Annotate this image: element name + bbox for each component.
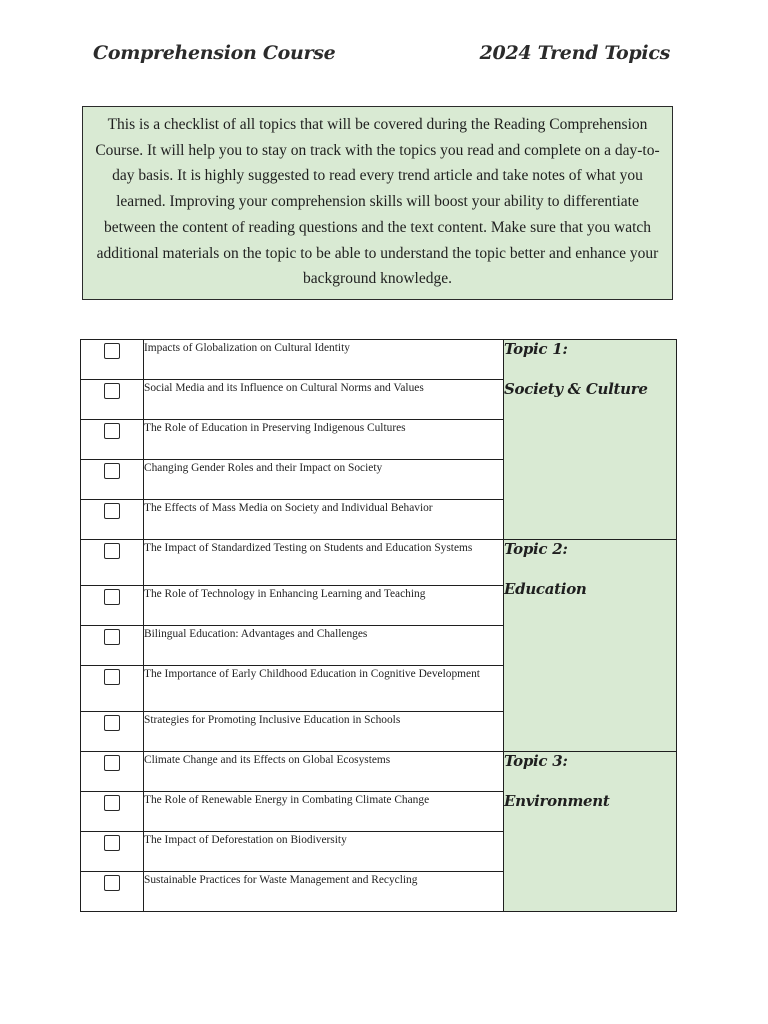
checkbox[interactable] bbox=[104, 669, 120, 685]
topic-item-text: The Role of Education in Preserving Indigenous Cultures bbox=[144, 420, 504, 460]
topic-name: Society & Culture bbox=[504, 380, 648, 398]
checklist-row bbox=[81, 340, 677, 380]
topic-item-text: The Impact of Deforestation on Biodiversity bbox=[144, 832, 504, 872]
checkbox-cell bbox=[81, 752, 144, 792]
topic-group-label bbox=[504, 340, 677, 540]
checkbox-cell bbox=[81, 832, 144, 872]
checkbox-cell bbox=[81, 872, 144, 912]
checkbox[interactable] bbox=[104, 383, 120, 399]
checkbox[interactable] bbox=[104, 835, 120, 851]
checkbox-cell bbox=[81, 340, 144, 380]
checklist-row bbox=[81, 752, 677, 792]
topic-group-label bbox=[504, 752, 677, 912]
topic-item-text: The Effects of Mass Media on Society and Individual Behavior bbox=[144, 500, 504, 540]
topic-item-text: Bilingual Education: Advantages and Challenges bbox=[144, 626, 504, 666]
topic-item-text: The Importance of Early Childhood Education in Cognitive Development bbox=[144, 666, 504, 712]
topic-item-text: Climate Change and its Effects on Global Ecosystems bbox=[144, 752, 504, 792]
checkbox-cell bbox=[81, 792, 144, 832]
checkbox[interactable] bbox=[104, 629, 120, 645]
checkbox-cell bbox=[81, 712, 144, 752]
topic-name: Environment bbox=[504, 792, 610, 810]
checkbox-cell bbox=[81, 380, 144, 420]
checkbox-cell bbox=[81, 500, 144, 540]
checkbox[interactable] bbox=[104, 423, 120, 439]
checkbox[interactable] bbox=[104, 343, 120, 359]
checklist-row bbox=[81, 540, 677, 586]
checkbox[interactable] bbox=[104, 589, 120, 605]
checkbox-cell bbox=[81, 420, 144, 460]
checkbox[interactable] bbox=[104, 463, 120, 479]
topic-item-text: Changing Gender Roles and their Impact on Society bbox=[144, 460, 504, 500]
checkbox[interactable] bbox=[104, 543, 120, 559]
checkbox-cell bbox=[81, 586, 144, 626]
checkbox[interactable] bbox=[104, 715, 120, 731]
checkbox-cell bbox=[81, 540, 144, 586]
topic-item-text: Strategies for Promoting Inclusive Education in Schools bbox=[144, 712, 504, 752]
topic-item-text: The Impact of Standardized Testing on Students and Education Systems bbox=[144, 540, 504, 586]
course-title: Comprehension Course bbox=[93, 42, 336, 64]
checkbox[interactable] bbox=[104, 875, 120, 891]
year-topics-title: 2024 Trend Topics bbox=[479, 42, 670, 64]
topic-item-text: Social Media and its Influence on Cultural Norms and Values bbox=[144, 380, 504, 420]
topic-number: Topic 1: bbox=[504, 340, 568, 358]
topic-item-text: Impacts of Globalization on Cultural Identity bbox=[144, 340, 504, 380]
checkbox[interactable] bbox=[104, 503, 120, 519]
topic-number: Topic 3: bbox=[504, 752, 568, 770]
topic-name: Education bbox=[504, 580, 587, 598]
topic-checklist-table bbox=[80, 339, 677, 912]
topic-number: Topic 2: bbox=[504, 540, 568, 558]
intro-box bbox=[82, 106, 673, 300]
checkbox-cell bbox=[81, 666, 144, 712]
topic-item-text: The Role of Technology in Enhancing Learning and Teaching bbox=[144, 586, 504, 626]
checkbox-cell bbox=[81, 626, 144, 666]
checkbox[interactable] bbox=[104, 755, 120, 771]
topic-item-text: The Role of Renewable Energy in Combating Climate Change bbox=[144, 792, 504, 832]
checkbox[interactable] bbox=[104, 795, 120, 811]
intro-text: This is a checklist of all topics that will be covered during the Reading Comprehension Course. It will help you to stay on track with the topics you read and complete on a day-to-day basis. It is highly suggested to read every trend article and take notes of what you learned. Improving your comprehension skills will boost your ability to differentiate between the content of reading questions and the text content. Make sure that you watch additional materials on the topic to be able to understand the topic better and enhance your background knowledge. bbox=[95, 116, 660, 288]
topic-item-text: Sustainable Practices for Waste Management and Recycling bbox=[144, 872, 504, 912]
topic-group-label bbox=[504, 540, 677, 752]
checkbox-cell bbox=[81, 460, 144, 500]
